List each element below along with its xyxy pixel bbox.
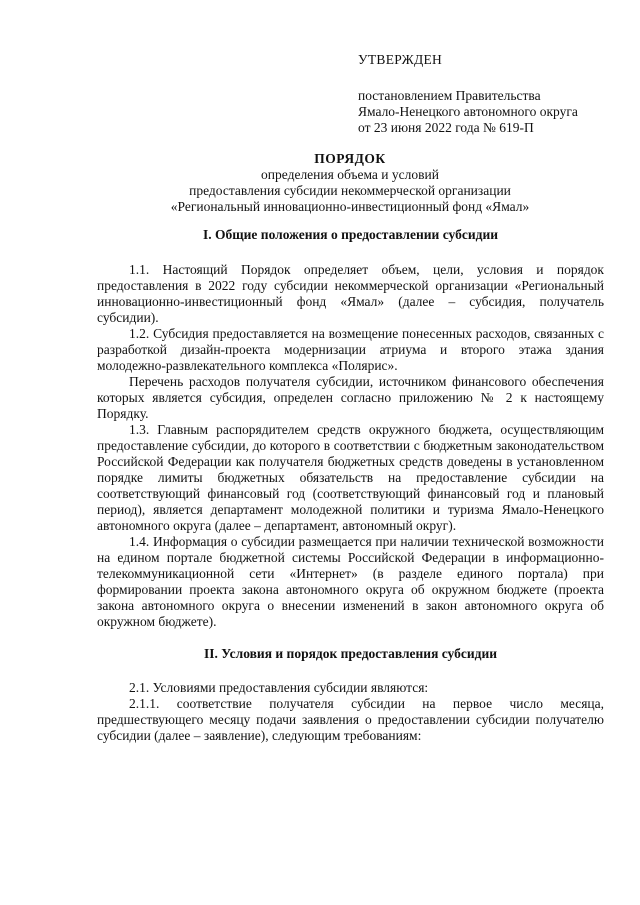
approval-line: от 23 июня 2022 года № 619-П: [358, 120, 534, 135]
section-heading: I. Общие положения о предоставлении субсидии: [203, 227, 498, 242]
title-line: «Региональный инновационно-инвестиционный фонд «Ямал»: [170, 199, 530, 214]
paragraph: Перечень расходов получателя субсидии, источником финансового обеспечения которых является субсидия, определен согласно приложению № 2 к настоящему Порядку.: [97, 374, 604, 421]
document-body: [97, 227, 604, 744]
title-main: ПОРЯДОК: [314, 151, 386, 166]
paragraph: 1.2. Субсидия предоставляется на возмещение понесенных расходов, связанных с разработкой дизайн-проекта модернизации атриума и второго этажа здания молодежно-развлекательного комплекса «Полярис».: [97, 326, 604, 373]
paragraph: 1.1. Настоящий Порядок определяет объем, цели, условия и порядок предоставления в 2022 году субсидии некоммерческой организации «Региональный инновационно-инвестиционный фонд «Ямал» (далее – субсидия, получатель субсидии).: [97, 262, 604, 325]
section-heading: II. Условия и порядок предоставления субсидии: [203, 646, 498, 661]
title-line: предоставления субсидии некоммерческой организации: [189, 183, 511, 198]
paragraph: 2.1.1. соответствие получателя субсидии на первое число месяца, предшествующего месяцу подачи заявления о предоставлении субсидии получателю субсидии (далее – заявление), следующим требованиям:: [97, 696, 604, 743]
paragraph: 2.1. Условиями предоставления субсидии являются:: [129, 680, 429, 695]
approval-block: [358, 52, 628, 136]
approval-heading: УТВЕРЖДЕН: [358, 52, 443, 67]
paragraph: 1.4. Информация о субсидии размещается при наличии технической возможности на едином портале бюджетной системы Российской Федерации в информационно-телекоммуникационной сети «Интернет» (в разделе единого портала) при формировании проекта закона автономного округа об окружном бюджете (проекта закона автономного округа о внесении изменений в закон автономного округа об окружном бюджете).: [97, 534, 604, 629]
document-title: [95, 151, 605, 215]
approval-line: постановлением Правительства: [358, 88, 541, 103]
title-line: определения объема и условий: [261, 167, 439, 182]
approval-line: Ямало-Ненецкого автономного округа: [358, 104, 578, 119]
paragraph: 1.3. Главным распорядителем средств окружного бюджета, осуществляющим предоставление субсидии, до которого в соответствии с бюджетным законодательством Российской Федерации как получателя бюджетных средств доведены в установленном порядке лимиты бюджетных обязательств на предоставление субсидии на соответствующий финансовый год (соответствующий финансовый год и плановый период), является департамент молодежной политики и туризма Ямало-Ненецкого автономного округа (далее – департамент, автономный округ).: [97, 422, 604, 533]
